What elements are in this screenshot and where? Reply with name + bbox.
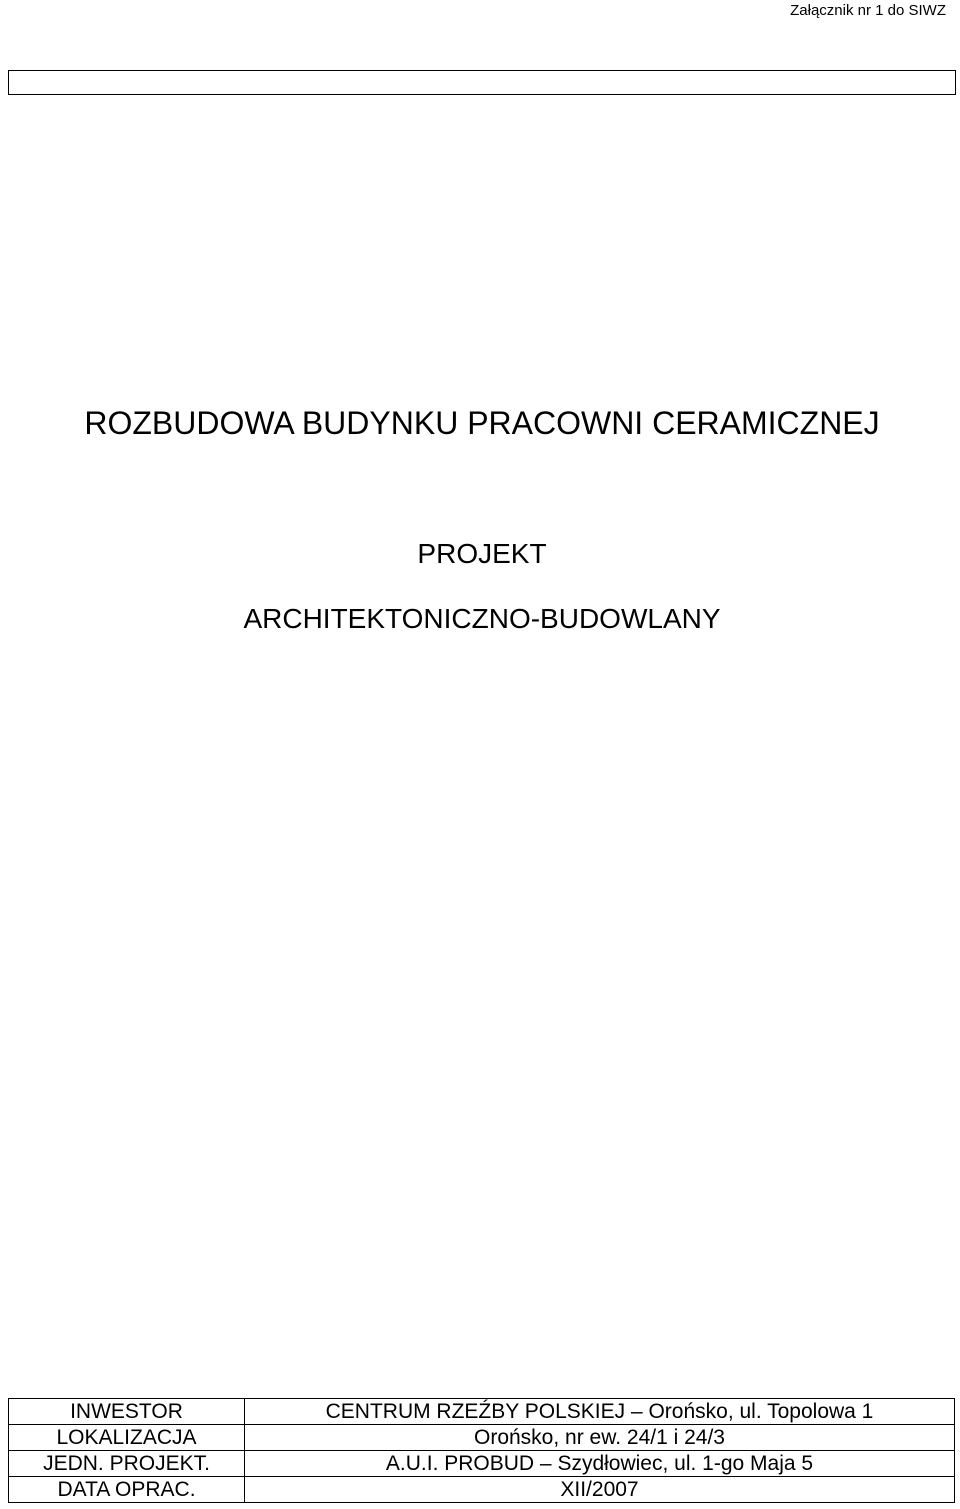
location-label: LOKALIZACJA <box>9 1425 245 1451</box>
annex-label: Załącznik nr 1 do SIWZ <box>790 2 946 19</box>
subtitle-line-2: ARCHITEKTONICZNO-BUDOWLANY <box>243 603 721 634</box>
table-row <box>9 1425 955 1451</box>
table-row <box>9 1399 955 1425</box>
document-title: ROZBUDOWA BUDYNKU PRACOWNI CERAMICZNEJ <box>84 405 880 441</box>
info-table <box>8 1398 955 1503</box>
design-unit-value: A.U.I. PROBUD – Szydłowiec, ul. 1-go Maja 5 <box>245 1451 955 1477</box>
table-row <box>9 1451 955 1477</box>
table-row <box>9 1477 955 1503</box>
investor-value: CENTRUM RZEŹBY POLSKIEJ – Orońsko, ul. Topolowa 1 <box>245 1399 955 1425</box>
location-value: Orońsko, nr ew. 24/1 i 24/3 <box>245 1425 955 1451</box>
design-unit-label: JEDN. PROJEKT. <box>9 1451 245 1477</box>
header-box <box>8 70 956 95</box>
date-value: XII/2007 <box>245 1477 955 1503</box>
investor-label: INWESTOR <box>9 1399 245 1425</box>
subtitle-line-1: PROJEKT <box>417 538 547 569</box>
date-label: DATA OPRAC. <box>9 1477 245 1503</box>
